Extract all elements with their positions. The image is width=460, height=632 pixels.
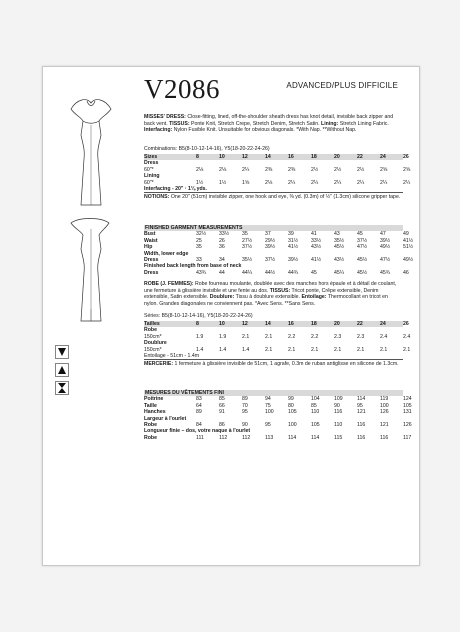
dress-back-drawing — [71, 219, 109, 322]
description-text: Thermocollant en tricot en nylon. Grandes diagonales ne conviennent pas. *Avec Sens. **Sans Sens. — [144, 294, 388, 307]
dress-illustration — [57, 95, 119, 335]
notions-text: 1 fermeture à glissière invisible de 51cm, 1 agrafe, 0.3m de ruban antiglisse en silicone de 1.3cm. — [173, 361, 399, 368]
table-cell: 126 — [403, 421, 412, 428]
table-cell: 45¾ — [380, 269, 391, 276]
table-cell: 35 — [242, 231, 248, 238]
table-cell: 2¼ — [380, 179, 388, 186]
row-label: Hip — [144, 244, 153, 251]
table-cell: 16 — [288, 154, 294, 160]
table-cell: 66 — [219, 402, 225, 409]
table-cell: 2¼ — [357, 179, 365, 186]
table-cell: 45½ — [357, 269, 368, 276]
table-cell: 33½ — [219, 231, 230, 238]
table-cell: 33½ — [311, 237, 322, 244]
table-cell: 1.9 — [219, 333, 227, 340]
table-cell: 44¼ — [242, 269, 253, 276]
table-cell: 2.1 — [265, 346, 273, 353]
table-cell: 2⅛ — [219, 166, 227, 173]
table-row — [144, 321, 409, 327]
table-cell: 2⅝ — [380, 166, 388, 173]
table-cell: 26 — [403, 321, 409, 327]
table-cell: 2.1 — [380, 346, 388, 353]
table-cell: 100 — [380, 402, 389, 409]
table-cell: 41 — [311, 231, 317, 238]
table-row — [144, 434, 412, 441]
row-label: Doublure — [144, 340, 167, 347]
description-label: Doublure: — [209, 294, 235, 301]
table-cell: 2⅛ — [265, 179, 273, 186]
table-cell: 94 — [265, 396, 271, 403]
description-label: MISSES' DRESS: — [144, 114, 186, 120]
table-cell: 114 — [357, 396, 366, 403]
table-cell: 44½ — [265, 269, 276, 276]
table-cell: 111 — [196, 434, 204, 441]
row-label: Hanches — [144, 409, 166, 416]
table-cell: 34 — [219, 256, 225, 263]
notions-label: MERCERIE: — [144, 361, 174, 368]
description-text: Tricot ponte, Crêpe extensible, Denim extensible, Satin extensible. — [144, 287, 379, 301]
section-header: FINISHED GARMENT MEASUREMENTS — [144, 225, 403, 231]
table-cell: 91 — [219, 409, 225, 416]
table-cell: 47 — [380, 231, 386, 238]
table-cell: 117 — [403, 434, 412, 441]
table-cell: 1.4 — [242, 346, 250, 353]
triangle-up-icon — [55, 363, 69, 377]
table-cell: 45½ — [334, 244, 345, 251]
row-label: 60"* — [144, 166, 154, 173]
table-cell: 45 — [311, 269, 317, 276]
description-english — [144, 114, 402, 134]
table-cell: 8 — [196, 321, 199, 327]
table-cell: 105 — [403, 402, 412, 409]
dress-front-drawing — [71, 100, 111, 205]
row-label: 150cm* — [144, 346, 162, 353]
table-cell: 85 — [219, 396, 225, 403]
table-cell: 84 — [196, 421, 202, 428]
table-row — [144, 333, 411, 340]
table-cell: 22 — [357, 154, 363, 160]
description-label: Entoilage: — [301, 294, 327, 301]
table-cell: 121 — [380, 421, 389, 428]
row-label: Dress — [144, 269, 159, 276]
row-label: Width, lower edge — [144, 250, 189, 257]
description-text: Ponte Knit, Stretch Crepe, Stretch Denim, Stretch Satin. — [189, 120, 322, 127]
hourglass-icon — [55, 381, 69, 395]
table-cell: 2.4 — [380, 333, 388, 340]
table-cell: 116 — [357, 434, 366, 441]
table-cell: 2⅜ — [288, 166, 296, 173]
table-cell: 2.1 — [311, 346, 319, 353]
difficulty-label: ADVANCED/PLUS DIFFICILE — [286, 81, 398, 90]
row-label: Robe — [144, 327, 157, 334]
table-cell: 80 — [288, 402, 294, 409]
description-text: Close-fitting, lined, off-the-shoulder sheath dress has knot detail, invisible back zipper and back vent. — [144, 114, 394, 127]
table-cell: 49½ — [403, 256, 414, 263]
table-cell: 2½ — [311, 166, 319, 173]
table-cell: 2⅝ — [403, 166, 411, 173]
row-label: Robe — [144, 434, 157, 441]
row-label: 150cm* — [144, 333, 162, 340]
table-cell: 14 — [265, 154, 271, 160]
table-cell: 104 — [311, 396, 320, 403]
table-cell: 14 — [265, 321, 271, 327]
table-cell: 2.1 — [403, 346, 411, 353]
description-text: Robe fourreau moulante, doublée avec des manches hors épaule et à détail de coulant, une fermeture à glissière invisible et une fente au dos. — [144, 281, 397, 294]
table-cell: 46 — [403, 269, 409, 276]
table-cell: 2¼ — [311, 179, 319, 186]
table-cell: 89 — [242, 396, 248, 403]
table-cell: 110 — [311, 409, 320, 416]
table-cell: 20 — [334, 321, 340, 327]
table-cell: 37½ — [242, 244, 253, 251]
row-label: Entoilage - 51cm - 1.4m — [144, 352, 200, 359]
table-cell: 110 — [334, 421, 343, 428]
row-label: Waist — [144, 237, 158, 244]
table-cell: 119 — [380, 396, 389, 403]
row-label: Bust — [144, 231, 156, 238]
row-label: Tailles — [144, 321, 160, 327]
table-cell: 116 — [380, 434, 389, 441]
description-label: ROBE (J. FEMMES): — [144, 281, 194, 287]
table-cell: 37½ — [265, 256, 276, 263]
row-label: Finished back length from base of neck — [144, 263, 242, 270]
description-text: Stretch Lining Fabric. — [338, 120, 389, 127]
finished-measurements-french — [144, 390, 412, 441]
table-cell: 26 — [219, 237, 225, 244]
table-cell: 37½ — [357, 237, 368, 244]
table-cell: 114 — [311, 434, 320, 441]
table-cell: 2.2 — [311, 333, 319, 340]
row-label: Taille — [144, 402, 157, 409]
table-cell: 126 — [380, 409, 389, 416]
table-cell: 39½ — [265, 244, 276, 251]
row-label: 60"* — [144, 179, 154, 186]
table-cell: 24 — [380, 321, 386, 327]
table-cell: 35½ — [334, 237, 345, 244]
table-cell: 44¾ — [288, 269, 299, 276]
table-cell: 90 — [242, 421, 248, 428]
table-cell: 24 — [380, 154, 386, 160]
notions-label: NOTIONS: — [144, 194, 170, 201]
table-cell: 2.1 — [357, 346, 365, 353]
table-cell: 2½ — [334, 166, 342, 173]
table-cell: 8 — [196, 154, 199, 160]
table-cell: 112 — [242, 434, 251, 441]
table-cell: 43½ — [311, 244, 322, 251]
section-header: MESURES DU VÊTEMENTS FINI — [144, 390, 403, 396]
description-label: Interfacing: — [144, 127, 173, 134]
table-cell: 131 — [403, 409, 412, 416]
row-label: Dress — [144, 160, 159, 167]
table-cell: 95 — [265, 421, 271, 428]
table-cell: 2.1 — [242, 333, 250, 340]
table-cell: 37 — [265, 231, 271, 238]
table-cell: 22 — [357, 321, 363, 327]
table-cell: 86 — [219, 421, 225, 428]
table-cell: 39 — [288, 231, 294, 238]
notions — [144, 359, 403, 367]
description-label: Lining: — [321, 120, 339, 127]
table-cell: 51½ — [403, 244, 414, 251]
table-cell: 26 — [403, 154, 409, 160]
table-cell: 39½ — [380, 237, 391, 244]
table-cell: 49½ — [380, 244, 391, 251]
yardage-table-french — [144, 321, 411, 368]
table-cell: 114 — [288, 434, 297, 441]
table-row — [144, 269, 409, 276]
table-cell: 1½ — [196, 179, 204, 186]
table-cell: 32½ — [196, 231, 207, 238]
table-cell: 35 — [196, 244, 202, 251]
table-cell: 43¾ — [196, 269, 207, 276]
table-cell: 2.1 — [265, 333, 273, 340]
table-row — [144, 166, 411, 173]
row-label: Largeur à l'ourlet — [144, 415, 187, 422]
table-cell: 10 — [219, 321, 225, 327]
yardage-table-english — [144, 154, 411, 201]
table-cell: 29½ — [265, 237, 276, 244]
table-cell: 10 — [219, 154, 225, 160]
row-label: Longueur finie – dos, votre naque à l'ourlet — [144, 428, 251, 435]
table-cell: 45½ — [357, 256, 368, 263]
table-cell: 18 — [311, 154, 317, 160]
description-text: Nylon Fusible Knit. Unsuitable for obvious diagonals. *With Nap. **Without Nap. — [172, 127, 357, 134]
row-label: Dress — [144, 256, 159, 263]
row-label: Robe — [144, 421, 157, 428]
description-label: TISSUS: — [169, 120, 190, 127]
table-cell: 85 — [311, 402, 317, 409]
table-cell: 45¼ — [334, 269, 345, 276]
table-cell: 35½ — [242, 256, 253, 263]
table-cell: 2⅜ — [265, 166, 273, 173]
table-cell: 95 — [242, 409, 248, 416]
table-cell: 31½ — [288, 237, 299, 244]
description-label: TISSUS: — [269, 287, 291, 294]
table-cell: 44 — [219, 269, 225, 276]
table-cell: 2½ — [357, 166, 365, 173]
table-cell: 1.4 — [219, 346, 227, 353]
table-cell: 39½ — [288, 256, 299, 263]
table-cell: 2¼ — [288, 179, 296, 186]
table-cell: 99 — [288, 396, 294, 403]
table-cell: 45 — [357, 231, 363, 238]
series-line: Séries: B5(8-10-12-14-16), Y5(18-20-22-24-26) — [144, 313, 253, 319]
notions — [144, 192, 403, 200]
table-cell: 64 — [196, 402, 202, 409]
table-cell: 90 — [334, 402, 340, 409]
table-cell: 109 — [334, 396, 343, 403]
table-cell: 95 — [357, 402, 363, 409]
table-cell: 100 — [265, 409, 274, 416]
table-cell: 83 — [196, 396, 202, 403]
table-cell: 27½ — [242, 237, 253, 244]
table-cell: 2.3 — [334, 333, 342, 340]
table-cell: 41½ — [403, 237, 414, 244]
table-cell: 2.1 — [334, 346, 342, 353]
table-cell: 20 — [334, 154, 340, 160]
table-cell: 116 — [334, 409, 343, 416]
table-cell: 2.4 — [403, 333, 411, 340]
table-cell: 2.2 — [288, 333, 296, 340]
table-cell: 1.9 — [196, 333, 204, 340]
table-cell: 49 — [403, 231, 409, 238]
table-cell: 121 — [357, 409, 366, 416]
description-french — [144, 281, 402, 307]
table-cell: 43 — [334, 231, 340, 238]
table-cell: 25 — [196, 237, 202, 244]
description-text: Tissu à doublure extensible. — [234, 294, 302, 301]
table-cell: 12 — [242, 321, 248, 327]
pattern-sheet — [42, 66, 420, 566]
table-row — [144, 154, 409, 160]
combinations-line: Combinations: B5(8-10-12-14-16), Y5(18-20-22-24-26) — [144, 146, 270, 152]
table-cell: 1½ — [219, 179, 227, 186]
table-cell: 70 — [242, 402, 248, 409]
table-cell: 115 — [334, 434, 343, 441]
table-cell: 2¼ — [403, 179, 411, 186]
table-cell: 105 — [311, 421, 320, 428]
table-cell: 75 — [265, 402, 271, 409]
table-cell: 105 — [288, 409, 297, 416]
table-cell: 2⅛ — [196, 166, 204, 173]
table-cell: 1.4 — [196, 346, 204, 353]
table-cell: 16 — [288, 321, 294, 327]
table-cell: 2¼ — [242, 166, 250, 173]
row-label: Lining — [144, 173, 160, 180]
table-cell: 2.3 — [357, 333, 365, 340]
table-cell: 41½ — [311, 256, 322, 263]
table-cell: 1⅝ — [242, 179, 250, 186]
row-label: Poitrine — [144, 396, 164, 403]
notions-text: One 20" (51cm) invisible zipper, one hook and eye, ⅜ yd. (0.3m) of ½" (1.3cm) silicone gripper tape. — [169, 194, 401, 201]
table-cell: 112 — [219, 434, 228, 441]
table-cell: 100 — [288, 421, 297, 428]
table-cell: 124 — [403, 396, 412, 403]
table-cell: 113 — [265, 434, 274, 441]
table-cell: 18 — [311, 321, 317, 327]
triangle-down-icon — [55, 345, 69, 359]
table-cell: 2.1 — [288, 346, 296, 353]
finished-measurements-english — [144, 225, 414, 276]
table-cell: 47½ — [357, 244, 368, 251]
table-cell: 36 — [219, 244, 225, 251]
table-cell: 116 — [357, 421, 366, 428]
table-cell: 41½ — [288, 244, 299, 251]
table-cell: 89 — [196, 409, 202, 416]
row-label: Sizes — [144, 154, 158, 160]
table-cell: 2¼ — [334, 179, 342, 186]
table-cell: 12 — [242, 154, 248, 160]
table-cell: 33 — [196, 256, 202, 263]
row-label: Interfacing - 20" · 1⅛ yds. — [144, 185, 207, 192]
table-cell: 47½ — [380, 256, 391, 263]
table-cell: 43½ — [334, 256, 345, 263]
pattern-number: V2086 — [144, 74, 220, 104]
